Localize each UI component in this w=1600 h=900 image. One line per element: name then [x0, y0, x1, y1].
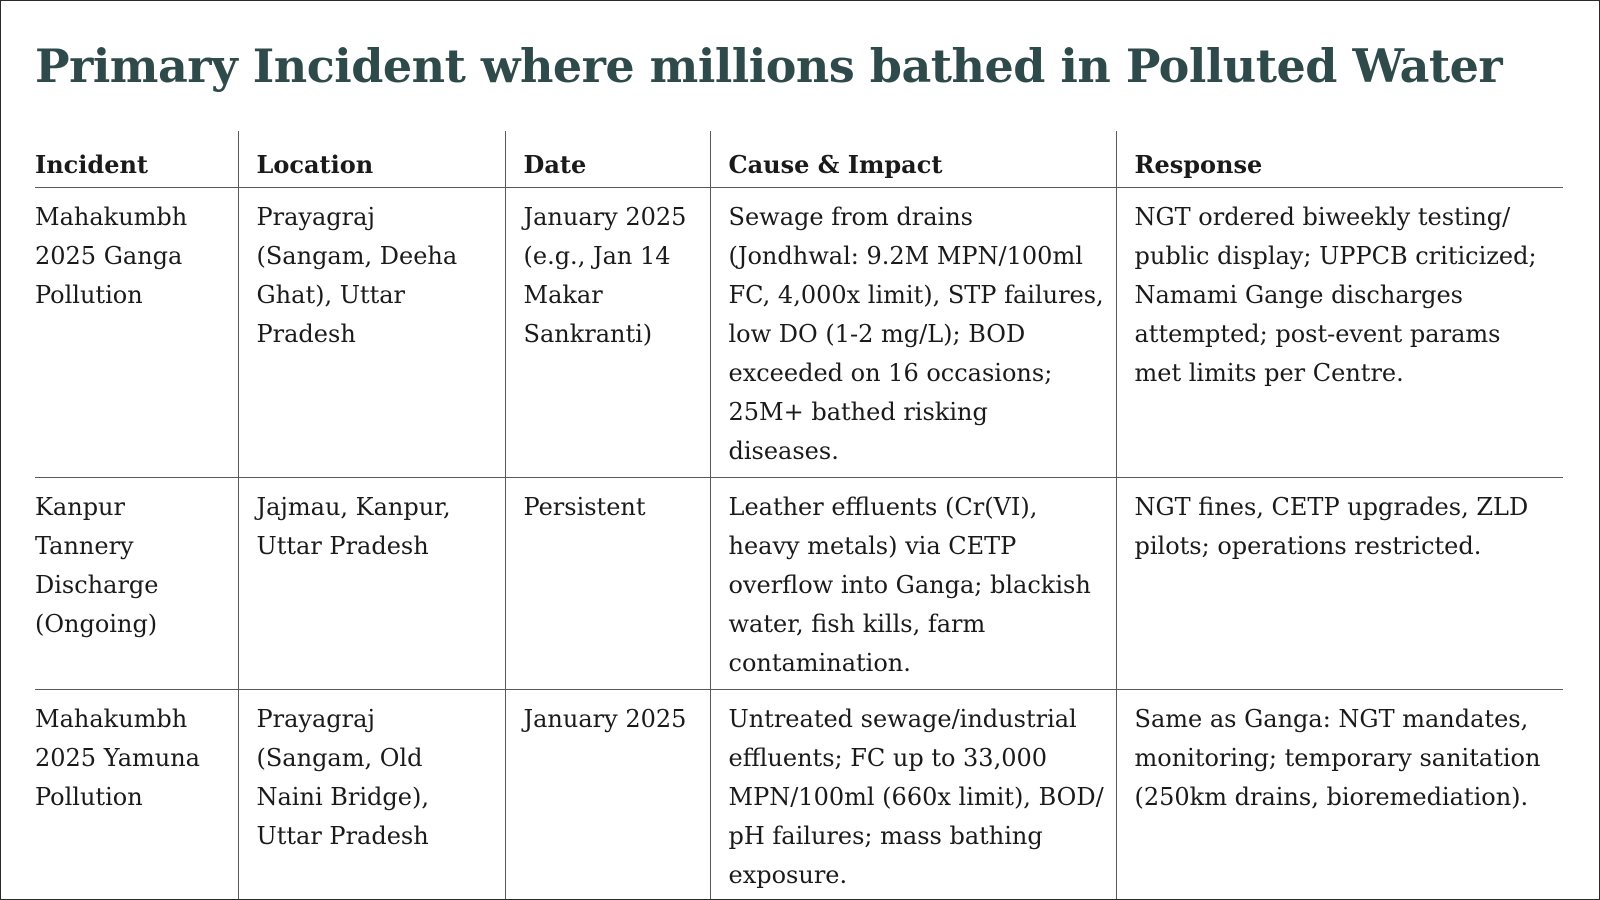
cell-response: Same as Ganga: NGT mandates, monitoring; temporary sanitation (250km drains, bioremediation). — [1116, 690, 1563, 900]
cell-incident: Mahakumbh 2025 Yamuna Pollution — [35, 705, 200, 811]
cell-cause-impact: Sewage from drains (Jondhwal: 9.2M MPN/100ml FC, 4,000x limit), STP failures, low DO (1-2 mg/L); BOD exceeded on 16 occasions; 25M+ bathed risking diseases. — [710, 188, 1116, 478]
header-cause-impact: Cause & Impact — [710, 131, 1116, 188]
cell-cause-impact: Leather effluents (Cr(VI), heavy metals) via CETP overflow into Ganga; blackish water, fish kills, farm contamination. — [710, 478, 1116, 690]
page-title: Primary Incident where millions bathed in Polluted Water — [35, 39, 1503, 93]
cell-response: NGT fines, CETP upgrades, ZLD pilots; operations restricted. — [1116, 478, 1563, 690]
header-location: Location — [238, 131, 505, 188]
incidents-table — [35, 131, 1563, 900]
table-row — [35, 188, 1563, 478]
cell-date: January 2025 (e.g., Jan 14 Makar Sankranti) — [505, 188, 710, 478]
cell-cause-impact: Untreated sewage/industrial effluents; FC up to 33,000 MPN/100ml (660x limit), BOD/ pH failures; mass bathing exposure. — [710, 690, 1116, 900]
header-date: Date — [505, 131, 710, 188]
table-header-row — [35, 131, 1563, 188]
cell-location: Prayagraj (Sangam, Deeha Ghat), Uttar Pradesh — [238, 188, 505, 478]
cell-date: Persistent — [505, 478, 710, 690]
header-response: Response — [1116, 131, 1563, 188]
cell-incident: Kanpur Tannery Discharge (Ongoing) — [35, 478, 238, 690]
cell-date: January 2025 — [505, 690, 710, 900]
cell-location: Prayagraj (Sangam, Old Naini Bridge), Uttar Pradesh — [238, 690, 505, 900]
header-incident: Incident — [35, 131, 238, 188]
cell-incident: Mahakumbh 2025 Ganga Pollution — [35, 188, 238, 478]
cell-response: NGT ordered biweekly testing/ public display; UPPCB criticized; Namami Gange discharges attempted; post-event params met limits per Centre. — [1116, 188, 1563, 478]
cell-location: Jajmau, Kanpur, Uttar Pradesh — [238, 478, 505, 690]
table-row — [35, 690, 1563, 900]
table-row — [35, 478, 1563, 690]
